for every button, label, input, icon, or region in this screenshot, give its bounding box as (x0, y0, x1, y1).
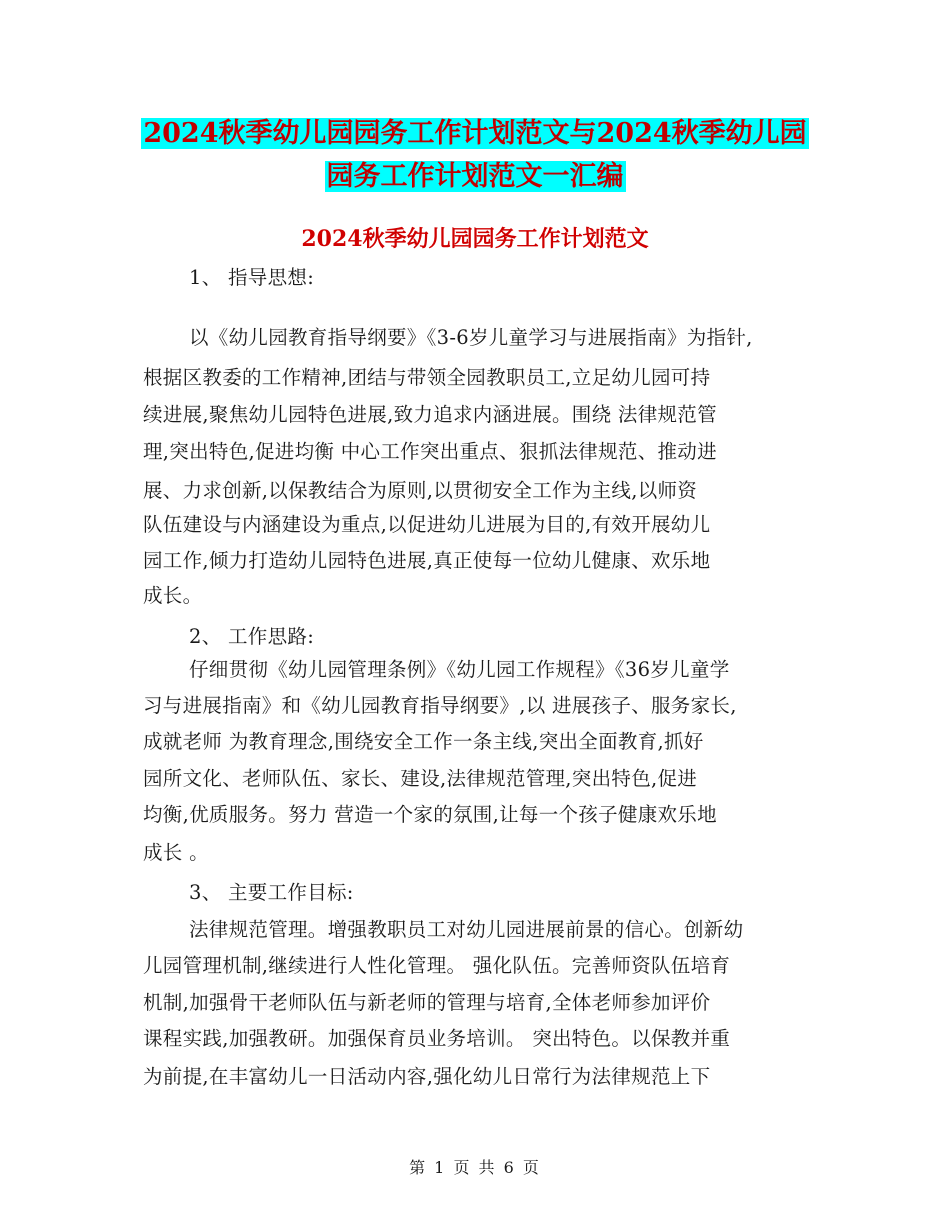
paragraph-line: 园工作,倾力打造幼儿园特色进展,真正使每一位幼儿健康、欢乐地 (143, 549, 711, 572)
paragraph-line: 课程实践,加强教研。加强保育员业务培训。 突出特色。以保教并重 (143, 1027, 731, 1050)
paragraph-line: 成长 。 (143, 841, 209, 864)
document-title-line-2 (0, 156, 950, 198)
paragraph-line: 以《幼儿园教育指导纲要》《3-6岁儿童学习与进展指南》为指针, (189, 326, 753, 349)
paragraph-line: 均衡,优质服务。努力 营造一个家的氛围,让每一个孩子健康欢乐地 (143, 803, 717, 826)
paragraph-line: 仔细贯彻《幼儿园管理条例》《幼儿园工作规程》《36岁儿童学 (189, 658, 730, 681)
paragraph-line: 儿园管理机制,继续进行人性化管理。 强化队伍。完善师资队伍培育 (143, 954, 731, 977)
document-title-line-1 (0, 113, 950, 155)
paragraph-line: 成长。 (143, 584, 203, 607)
title-highlight: 园务工作计划范文一汇编 (326, 161, 624, 192)
title-highlight: 2024秋季幼儿园园务工作计划范文与2024秋季幼儿园 (143, 118, 807, 149)
numbered-heading: 2、 工作思路: (189, 625, 315, 648)
paragraph-line: 习与进展指南》和《幼儿园教育指导纲要》,以 进展孩子、服务家长, (143, 694, 737, 717)
page-footer: 第 1 页 共 6 页 (409, 1158, 541, 1177)
numbered-heading: 3、 主要工作目标: (189, 881, 354, 904)
paragraph-line: 机制,加强骨干老师队伍与新老师的管理与培育,全体老师参加评价 (143, 991, 711, 1014)
paragraph-line: 理,突出特色,促进均衡 中心工作突出重点、狠抓法律规范、推动进 (143, 440, 717, 463)
paragraph-line: 园所文化、老师队伍、家长、建设,法律规范管理,突出特色,促进 (143, 767, 698, 790)
numbered-heading: 1、 指导思想: (189, 266, 315, 289)
section-title: 2024秋季幼儿园园务工作计划范文 (301, 226, 649, 252)
paragraph-line: 成就老师 为教育理念,围绕安全工作一条主线,突出全面教育,抓好 (143, 730, 704, 753)
paragraph-line: 队伍建设与内涵建设为重点,以促进幼儿进展为目的,有效开展幼儿 (143, 513, 711, 536)
paragraph-line: 根据区教委的工作精神,团结与带领全园教职员工,立足幼儿园可持 (143, 366, 711, 389)
paragraph-line: 为前提,在丰富幼儿一日活动内容,强化幼儿日常行为法律规范上下 (143, 1065, 711, 1088)
paragraph-line: 法律规范管理。增强教职员工对幼儿园进展前景的信心。创新幼 (189, 918, 744, 941)
paragraph-line: 续进展,聚焦幼儿园特色进展,致力追求内涵进展。围绕 法律规范管 (143, 403, 717, 426)
paragraph-line: 展、力求创新,以保教结合为原则,以贯彻安全工作为主线,以师资 (143, 479, 698, 502)
